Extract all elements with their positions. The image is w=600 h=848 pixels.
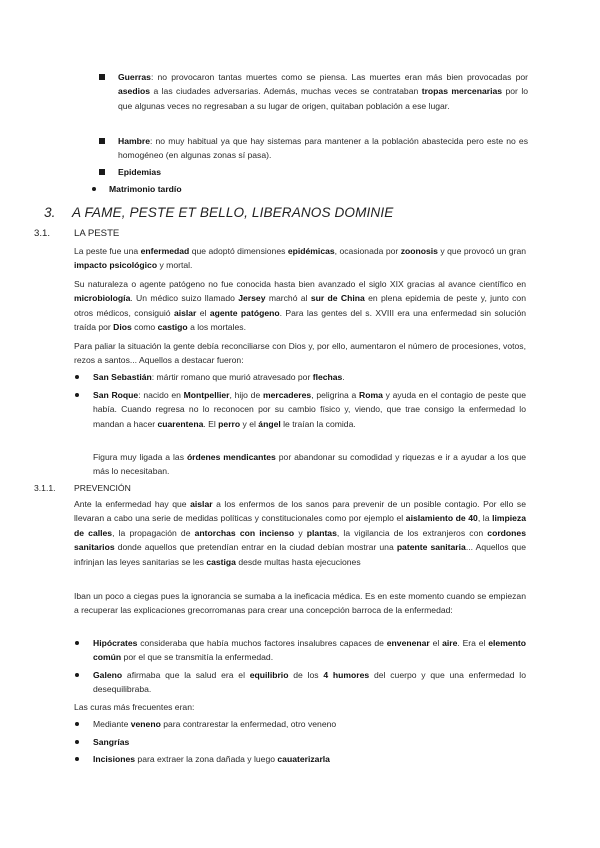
matrimonio-text: Matrimonio tardío	[109, 184, 182, 194]
list-item-galeno: Galeno afirmaba que la salud era el equilibrio de los 4 humores del cuerpo y que una enfermedad lo desequilibraba.	[93, 668, 526, 697]
square-bullet-icon	[99, 74, 105, 80]
list-item-incisiones: Incisiones para extraer la zona dañada y luego cauaterizarla	[93, 752, 526, 766]
epidemias-text: Epidemias	[118, 167, 161, 177]
hambre-text: Hambre: no muy habitual ya que hay sistemas para mantener a la población abastecida pero este no es homogéneo (en algunas zonas sí pasa).	[118, 136, 528, 161]
bullet-icon	[75, 641, 79, 645]
bullet-icon	[75, 740, 79, 744]
list-item-epidemias	[118, 165, 528, 179]
paragraph-prevencion-1: Ante la enfermedad hay que aislar a los enfermos de los sanos para prevenir de un posible contagio. Por ello se llevaran a cabo una serie de medidas políticas y constitucionales como por ejemplo el aislamiento de 40, la limpieza de calles, la propagación de antorchas con incienso y plantas, la vigilancia de los extranjeros con cordones sanitarios donde aquellos que pretendían entrar en la ciudad debían mostrar una patente sanitaria... Aquellos que infrinjan las leyes sanitarias se les castiga desde multas hasta ejecuciones	[74, 499, 526, 567]
list-item-san-sebastian: San Sebastián: mártir romano que murió atravesado por flechas.	[93, 370, 526, 384]
paragraph-peste-2: Su naturaleza o agente patógeno no fue conocida hasta bien avanzado el siglo XIX gracias al avance científico en microbiología. Un médico suizo llamado Jersey marchó al sur de China en plena epidemia de peste y, junto con otros médicos, consiguió aislar el agente patógeno. Para las gentes del s. XVIII era una enfermedad sin solución traída por Dios como castigo a los mortales.	[74, 279, 526, 333]
bullet-icon	[92, 187, 96, 191]
list-item-sangrias: Sangrías	[93, 735, 526, 749]
paragraph-prevencion-2: Iban un poco a ciegas pues la ignorancia se sumaba a la ineficacia médica. Es en este momento cuando se empiezan a recuperar las explicaciones grecorromanas para crear una concepción barroca de la enfermedad:	[74, 591, 526, 616]
list-item-hambre	[118, 134, 528, 163]
list-item-san-roque: San Roque: nacido en Montpellier, hijo de mercaderes, peligrina a Roma y ayuda en el contagio de peste que había. Cuando regresa no lo reconocen por su cambio físico y, viendo, que trae consigo la enfermedad lo mandan a hacer cuarentena. El perro y el ángel le traían la comida.	[93, 388, 526, 431]
list-item-matrimonio	[109, 182, 409, 196]
paragraph-peste-1: La peste fue una enfermedad que adoptó dimensiones epidémicas, ocasionada por zoonosis y que provocó un gran impacto psicológico y mortal.	[74, 246, 527, 271]
list-item-hipocrates: Hipócrates consideraba que había muchos factores insalubres capaces de envenenar el aire. Era el elemento común por el que se transmitía la enfermedad.	[93, 636, 526, 665]
subsection-heading-3-1-1: 3.1.1. PREVENCIÓN	[34, 483, 131, 493]
square-bullet-icon	[99, 138, 105, 144]
bullet-icon	[75, 757, 79, 761]
paragraph-curas-intro: Las curas más frecuentes eran:	[74, 702, 195, 712]
bullet-icon	[75, 393, 79, 397]
paragraph-peste-3: Para paliar la situación la gente debía reconciliarse con Dios y, por ello, aumentaron el número de procesiones, votos, rezos a santos... Aquellos a destacar fueron:	[74, 341, 526, 366]
bullet-icon	[75, 673, 79, 677]
section-heading	[44, 204, 393, 222]
bullet-icon	[75, 722, 79, 726]
subsection-heading-3-1: 3.1. LA PESTE	[34, 228, 120, 239]
bullet-icon	[75, 375, 79, 379]
section-number: 3.	[44, 205, 56, 220]
list-item-veneno: Mediante veneno para contrarestar la enfermedad, otro veneno	[93, 717, 526, 731]
paragraph-figura: Figura muy ligada a las órdenes mendicantes por abandonar su comodidad y riquezas e ir a ayudar a los que más lo necesitaban.	[93, 452, 527, 477]
square-bullet-icon	[99, 169, 105, 175]
list-item-guerras	[118, 70, 528, 113]
guerras-text: Guerras: no provocaron tantas muertes como se piensa. Las muertes eran más bien provocadas por asedios a las ciudades adversarias. Además, muchas veces se contrataban tropas mercenarias por lo que algunas veces no regresaban a su lugar de origen, quitaban población a ese lugar.	[118, 72, 529, 111]
section-title: A FAME, PESTE ET BELLO, LIBERANOS DOMINIE	[72, 205, 394, 220]
